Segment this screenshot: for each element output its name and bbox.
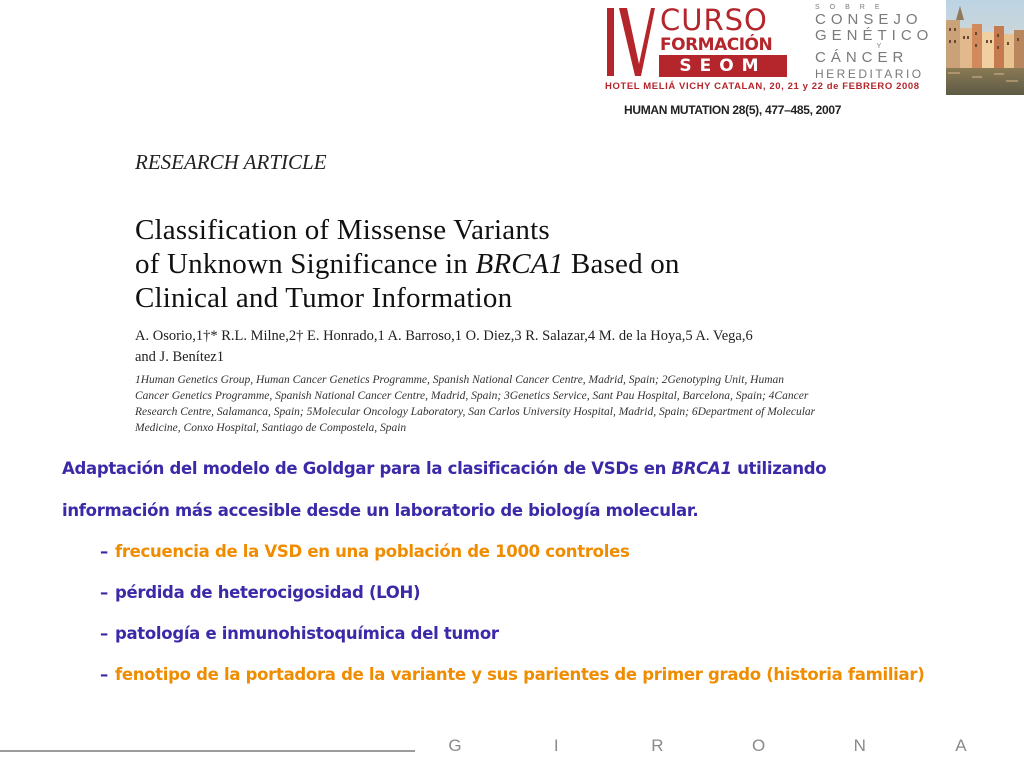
bullet-item xyxy=(100,542,629,561)
bullet-text: patología e inmunohistoquímica del tumor xyxy=(114,624,499,643)
article-title-line2 xyxy=(135,247,680,281)
bullet-dash: – xyxy=(100,542,108,561)
footer-letter: R xyxy=(651,736,664,755)
footer-divider xyxy=(0,750,415,752)
authors-line: A. Osorio,1†* R.L. Milne,2† E. Honrado,1 A. Barroso,1 O. Diez,3 R. Salazar,4 M. de la Hoya,5 A. Vega,6 xyxy=(135,328,753,344)
bullet-text: frecuencia de la VSD en una población de 1000 controles xyxy=(114,542,630,561)
bullet-item xyxy=(100,583,420,602)
affiliation-line: Research Centre, Salamanca, Spain; 5Molecular Oncology Laboratory, San Carlos University Hospital, Madrid, Spain; 6Department of Molecular xyxy=(135,406,816,418)
bullet-dash: – xyxy=(100,583,108,602)
subtitle-genetico: GENÉTICO xyxy=(815,27,934,44)
footer-letter: N xyxy=(853,736,866,755)
footer-girona-wordmark xyxy=(443,736,973,756)
gene-name: BRCA1 xyxy=(475,248,564,280)
footer-letter: I xyxy=(553,736,559,755)
logo-iv-numeral xyxy=(605,6,655,78)
title-line2-end: Based on xyxy=(563,248,680,280)
venue-date-text: HOTEL MELIÁ VICHY CATALAN, 20, 21 y 22 de FEBRERO 2008 xyxy=(605,81,920,92)
article-section-label: RESEARCH ARTICLE xyxy=(135,150,327,174)
article-affiliations xyxy=(135,372,880,436)
title-line2-start: of Unknown Significance in xyxy=(135,248,476,280)
article-title-line3: Clinical and Tumor Information xyxy=(135,282,513,314)
authors-line: and J. Benítez1 xyxy=(135,349,224,365)
subtitle-y: Y xyxy=(876,43,882,50)
subtitle-sobre: SOBRE xyxy=(815,4,890,11)
logo-curso-text: CURSO xyxy=(660,3,768,37)
bullet-text: pérdida de heterocigosidad (LOH) xyxy=(114,583,421,602)
logo-seom-badge: SEOM xyxy=(659,55,787,77)
girona-city-photo-icon xyxy=(946,0,1024,95)
body-paragraph-line1 xyxy=(62,459,826,478)
para1-start: Adaptación del modelo de Goldgar para la clasificación de VSDs en xyxy=(62,459,672,478)
footer-letter: A xyxy=(955,736,967,755)
subtitle-cancer: CÁNCER xyxy=(815,49,909,66)
affiliation-line: Medicine, Conxo Hospital, Santiago de Compostela, Spain xyxy=(135,422,407,434)
affiliation-line: Cancer Genetics Programme, Spanish National Cancer Centre, Madrid, Spain; 3Genetics Service, Sant Pau Hospital, Barcelona, Spain; 4Cancer xyxy=(135,390,809,402)
logo-formacion-text: FORMACIÓN xyxy=(660,35,773,55)
subtitle-hereditario: HEREDITARIO xyxy=(815,67,924,81)
bullet-item xyxy=(100,624,499,643)
bullet-item xyxy=(100,665,924,684)
footer-letter: G xyxy=(448,736,462,755)
article-title xyxy=(135,213,680,315)
bullet-text: fenotipo de la portadora de la variante y sus parientes de primer grado (historia familiar) xyxy=(114,665,925,684)
affiliation-line: 1Human Genetics Group, Human Cancer Genetics Programme, Spanish National Cancer Centre, Madrid, Spain; 2Genotyping Unit, Human xyxy=(135,374,785,386)
footer-letter: O xyxy=(751,736,766,755)
course-subtitle xyxy=(815,4,943,82)
journal-reference: HUMAN MUTATION 28(5), 477–485, 2007 xyxy=(624,103,842,117)
article-authors xyxy=(135,326,875,368)
article-title-line1: Classification of Missense Variants xyxy=(135,214,550,246)
bullet-dash: – xyxy=(100,665,108,684)
para1-end: utilizando xyxy=(731,459,827,478)
subtitle-consejo: CONSEJO xyxy=(815,11,923,28)
para1-gene: BRCA1 xyxy=(671,459,732,478)
bullet-dash: – xyxy=(100,624,108,643)
body-paragraph-line2: información más accesible desde un laboratorio de biología molecular. xyxy=(62,501,699,520)
